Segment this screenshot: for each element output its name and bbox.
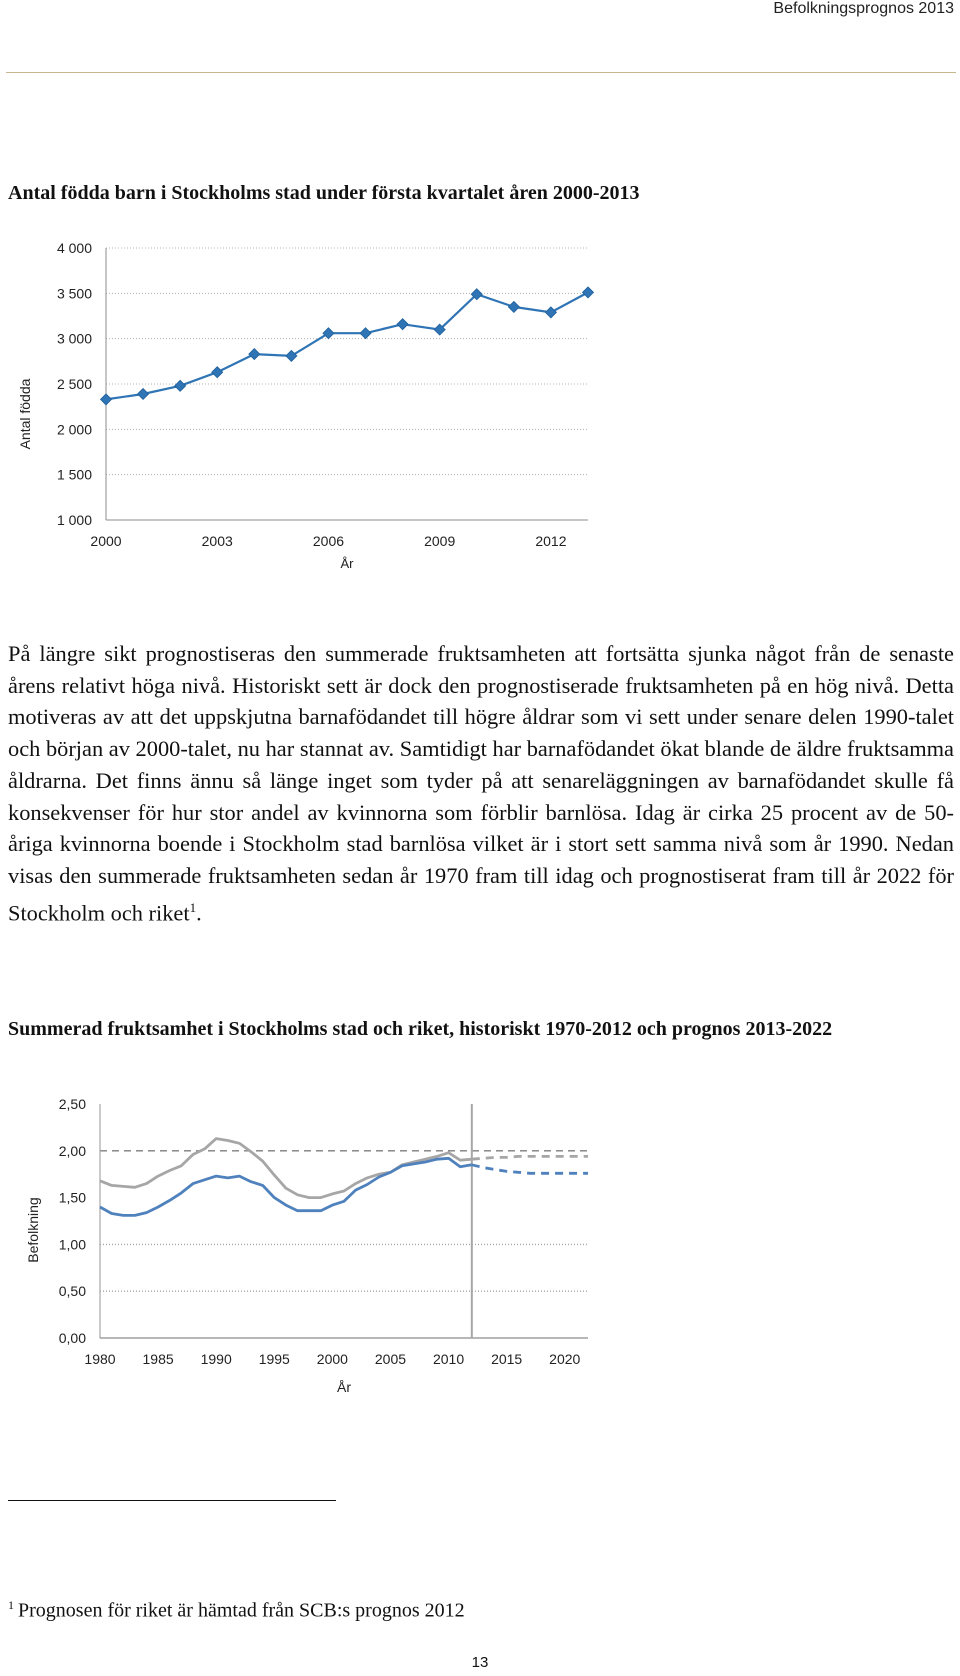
body-paragraph bbox=[8, 638, 954, 929]
births-chart-caption: Antal födda barn i Stockholms stad under första kvartalet åren 2000-2013 bbox=[8, 182, 640, 204]
series-line-forecast bbox=[472, 1165, 588, 1174]
data-point-marker bbox=[360, 328, 371, 339]
footnote-reference: 1 bbox=[189, 899, 197, 915]
y-tick-label: 3 000 bbox=[56, 330, 92, 347]
data-point-marker bbox=[397, 319, 408, 330]
x-axis-title: År bbox=[337, 1379, 351, 1395]
footnote-number: 1 bbox=[8, 1598, 14, 1612]
x-tick-label: 2010 bbox=[432, 1351, 465, 1367]
data-point-marker bbox=[212, 367, 223, 378]
footnote bbox=[8, 1598, 465, 1623]
x-tick-label: 1990 bbox=[200, 1351, 232, 1367]
fertility-chart-caption: Summerad fruktsamhet i Stockholms stad och riket, historiskt 1970-2012 och prognos 2013-2022 bbox=[8, 1018, 833, 1040]
data-point-marker bbox=[286, 350, 297, 361]
header-divider bbox=[6, 72, 956, 73]
x-tick-label: 2006 bbox=[312, 533, 345, 549]
data-point-marker bbox=[545, 307, 556, 318]
y-tick-label: 1 500 bbox=[56, 466, 92, 483]
footnote-divider bbox=[8, 1500, 336, 1501]
births-line-chart bbox=[0, 230, 640, 610]
data-point-marker bbox=[138, 388, 149, 399]
y-tick-label: 2,50 bbox=[58, 1096, 86, 1112]
page-number: 13 bbox=[471, 1654, 489, 1671]
data-point-marker bbox=[249, 349, 260, 360]
x-tick-label: 2003 bbox=[201, 533, 233, 549]
x-axis-title: År bbox=[340, 556, 354, 571]
y-axis-title: Befolkning bbox=[25, 1197, 41, 1263]
series-line-historical bbox=[100, 1139, 472, 1198]
body-paragraph-end: . bbox=[196, 900, 202, 926]
y-tick-label: 4 000 bbox=[56, 240, 92, 256]
x-tick-label: 2000 bbox=[90, 533, 122, 549]
x-tick-label: 1980 bbox=[84, 1351, 116, 1367]
data-point-marker bbox=[323, 328, 334, 339]
y-tick-label: 2,00 bbox=[58, 1142, 86, 1159]
x-tick-label: 2012 bbox=[535, 533, 567, 549]
data-point-marker bbox=[175, 380, 186, 391]
x-tick-label: 1995 bbox=[258, 1351, 290, 1367]
y-tick-label: 3 500 bbox=[56, 285, 92, 302]
x-tick-label: 2020 bbox=[549, 1351, 581, 1367]
y-tick-label: 0,50 bbox=[58, 1283, 86, 1300]
data-point-marker bbox=[508, 301, 519, 312]
fertility-line-chart bbox=[0, 1060, 660, 1470]
series-line-forecast bbox=[472, 1156, 588, 1159]
y-tick-label: 0,00 bbox=[58, 1330, 86, 1346]
y-axis-title: Antal födda bbox=[17, 378, 33, 450]
x-tick-label: 2000 bbox=[316, 1351, 348, 1367]
x-tick-label: 2015 bbox=[491, 1351, 523, 1367]
y-tick-label: 1 000 bbox=[56, 512, 92, 528]
y-tick-label: 1,50 bbox=[58, 1189, 86, 1206]
y-tick-label: 1,00 bbox=[58, 1236, 86, 1253]
x-tick-label: 2009 bbox=[424, 533, 456, 549]
footnote-text: Prognosen för riket är hämtad från SCB:s prognos 2012 bbox=[18, 1599, 465, 1622]
x-tick-label: 1985 bbox=[142, 1351, 174, 1367]
page-header: Befolkningsprognos 2013 bbox=[773, 0, 954, 17]
data-point-marker bbox=[583, 287, 594, 298]
y-tick-label: 2 000 bbox=[56, 421, 92, 438]
body-paragraph-text: På längre sikt prognostiseras den summerade fruktsamheten att fortsätta sjunka något från de senaste årens relativt höga nivå. Historiskt sett är dock den prognostiserade fruktsamheten på en hög nivå. Detta motiveras av att det uppskjutna barnafödandet till högre åldrar som vi sett under senare delen 1990-talet och början av 2000-talet, nu har stannat av. Samtidigt har barnafödandet ökat blande de äldre fruktsamma åldrarna. Det finns ännu så länge inget som tyder på att senareläggningen av barnafödandet skulle få konsekvenser för hur stor andel av kvinnorna som förblir barnlösa. Idag är cirka 25 procent av de 50-åriga kvinnorna boende i Stockholm stad barnlösa vilket är i stort sett samma nivå som år 1990. Nedan visas den summerade fruktsamheten sedan år 1970 fram till idag och prognostiserat fram till år 2022 för Stockholm och riket bbox=[8, 641, 954, 926]
x-tick-label: 2005 bbox=[374, 1351, 407, 1367]
data-point-marker bbox=[101, 394, 112, 405]
y-tick-label: 2 500 bbox=[56, 376, 92, 392]
